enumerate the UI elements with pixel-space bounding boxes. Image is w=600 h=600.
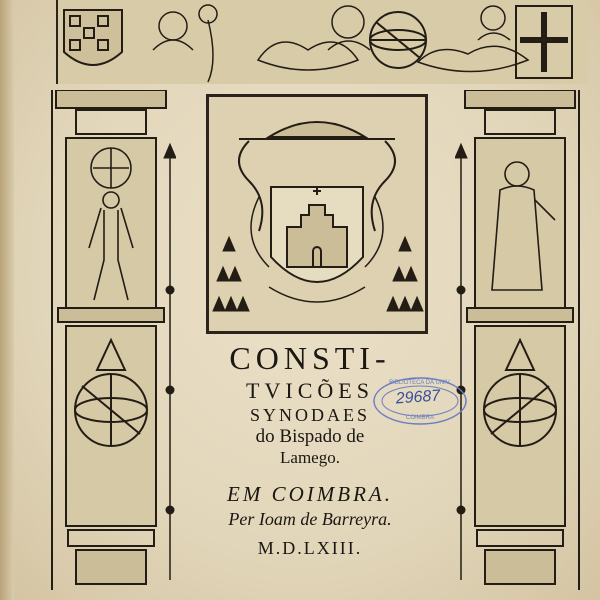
imprint-printer: Per Ioam de Barreyra. <box>228 509 392 529</box>
top-frieze <box>56 0 586 84</box>
title-line-2: TVICÕES <box>246 378 374 403</box>
royal-arms-shield-icon <box>64 10 122 65</box>
title-line-3: SYNODAES <box>249 405 370 425</box>
title-line-5: Lamego. <box>280 448 340 467</box>
title-text-block <box>180 338 440 562</box>
left-ornamental-column <box>46 90 176 590</box>
stamp-number: 29687 <box>395 387 441 408</box>
stamp-bottom-text: COIMBRA <box>405 415 434 421</box>
title-line-1: CONSTI- <box>229 340 391 376</box>
imprint-place: EM COIMBRA. <box>227 482 393 506</box>
top-frieze-artwork <box>58 0 588 84</box>
imprint-year: M.D.LXIII. <box>257 538 363 558</box>
shield-with-castle-icon <box>271 187 363 282</box>
stamp-top-text: BIBLIOTECA DA UNIV. <box>389 380 451 386</box>
page-gutter <box>0 0 14 600</box>
right-ornamental-column <box>455 90 585 590</box>
right-column-artwork <box>455 90 585 590</box>
coat-of-arms-artwork <box>209 97 425 331</box>
title-line-4: do Bispado de <box>255 426 365 447</box>
episcopal-coat-of-arms <box>206 94 428 334</box>
left-column-artwork <box>46 90 176 590</box>
